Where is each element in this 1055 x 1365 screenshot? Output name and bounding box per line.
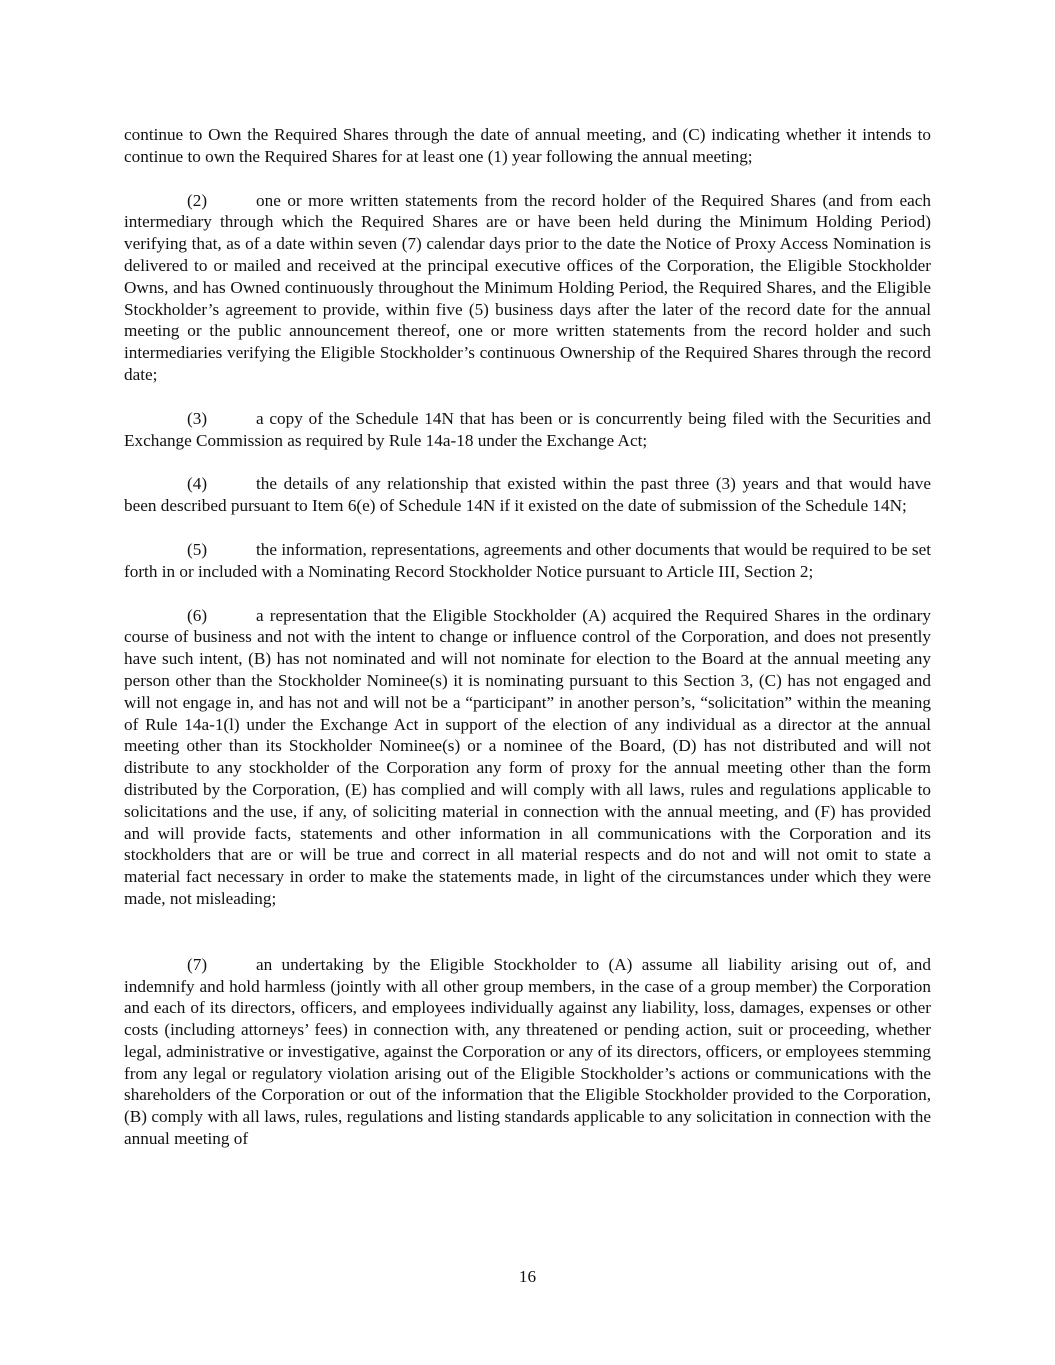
item-7-text: an undertaking by the Eligible Stockholder to (A) assume all liability arising out of, and indemnify and hold harmless (jointly with all other group members, in the case of a group member) the Corporation and each of its directors, officers, and employees individually against any liability, loss, damages, expenses or other costs (including attorneys’ fees) in connection with, any threatened or pending action, suit or proceeding, whether legal, administrative or investigative, against the Corporation or any of its directors, officers, or employees stemming from any legal or regulatory violation arising out of the Eligible Stockholder’s actions or communications with the shareholders of the Corporation or out of the information that the Eligible Stockholder provided to the Corporation, (B) comply with all laws, rules, regulations and listing standards applicable to any solicitation in connection with the annual meeting of: [124, 954, 931, 1149]
item-4-text: the details of any relationship that existed within the past three (3) years and that would have been described pursuant to Item 6(e) of Schedule 14N if it existed on the date of submission of the Schedule 14N;: [124, 474, 931, 516]
page-number: 16: [518, 1267, 537, 1286]
item-5-text: the information, representations, agreements and other documents that would be required to be set forth in or included with a Nominating Record Stockholder Notice pursuant to Article III, Section 2;: [124, 539, 931, 581]
item-2-paragraph: [124, 190, 931, 386]
continuation-paragraph: continue to Own the Required Shares through the date of annual meeting, and (C) indicating whether it intends to continue to own the Required Shares for at least one (1) year following the annual meeting;: [124, 125, 931, 166]
item-4-number: (4): [187, 474, 208, 494]
item-7-number: (7): [187, 954, 208, 974]
item-3-text: a copy of the Schedule 14N that has been or is concurrently being filed with the Securities and Exchange Commission as required by Rule 14a-18 under the Exchange Act;: [124, 408, 931, 450]
item-5-paragraph: [124, 539, 931, 583]
item-3-number: (3): [187, 408, 208, 428]
document-page: [124, 124, 931, 1172]
item-6-paragraph: [124, 605, 931, 910]
item-7-paragraph: [124, 954, 931, 1150]
item-3-paragraph: [124, 408, 931, 452]
item-2-text: one or more written statements from the record holder of the Required Shares (and from each intermediary through which the Required Shares are or have been held during the Minimum Holding Period) verifying that, as of a date within seven (7) calendar days prior to the date the Notice of Proxy Access Nomination is delivered to or mailed and received at the principal executive offices of the Corporation, the Eligible Stockholder Owns, and has Owned continuously throughout the Minimum Holding Period, the Required Shares, and the Eligible Stockholder’s agreement to provide, within five (5) business days after the later of the record date for the annual meeting or the public announcement thereof, one or more written statements from the record holder and such intermediaries verifying the Eligible Stockholder’s continuous Ownership of the Required Shares through the record date;: [124, 190, 931, 384]
item-6-text: a representation that the Eligible Stockholder (A) acquired the Required Shares in the ordinary course of business and not with the intent to change or influence control of the Corporation, and does not presently have such intent, (B) has not nominated and will not nominate for election to the Board at the annual meeting any person other than the Stockholder Nominee(s) it is nominating pursuant to this Section 3, (C) has not engaged and will not engage in, and has not and will not be a “participant” in another person’s, “solicitation” within the meaning of Rule 14a-1(l) under the Exchange Act in support of the election of any individual as a director at the annual meeting other than its Stockholder Nominee(s) or a nominee of the Board, (D) has not distributed and will not distribute to any stockholder of the Corporation any form of proxy for the annual meeting other than the form distributed by the Corporation, (E) has complied and will comply with all laws, rules and regulations applicable to solicitations and the use, if any, of soliciting material in connection with the annual meeting, and (F) has provided and will provide facts, statements and other information in all communications with the Corporation and its stockholders that are or will be true and correct in all material respects and do not and will not omit to state a material fact necessary in order to make the statements made, in light of the circumstances under which they were made, not misleading;: [124, 605, 931, 908]
item-6-number: (6): [187, 605, 208, 625]
item-2-number: (2): [187, 190, 208, 210]
item-4-paragraph: [124, 473, 931, 517]
item-5-number: (5): [187, 539, 208, 559]
